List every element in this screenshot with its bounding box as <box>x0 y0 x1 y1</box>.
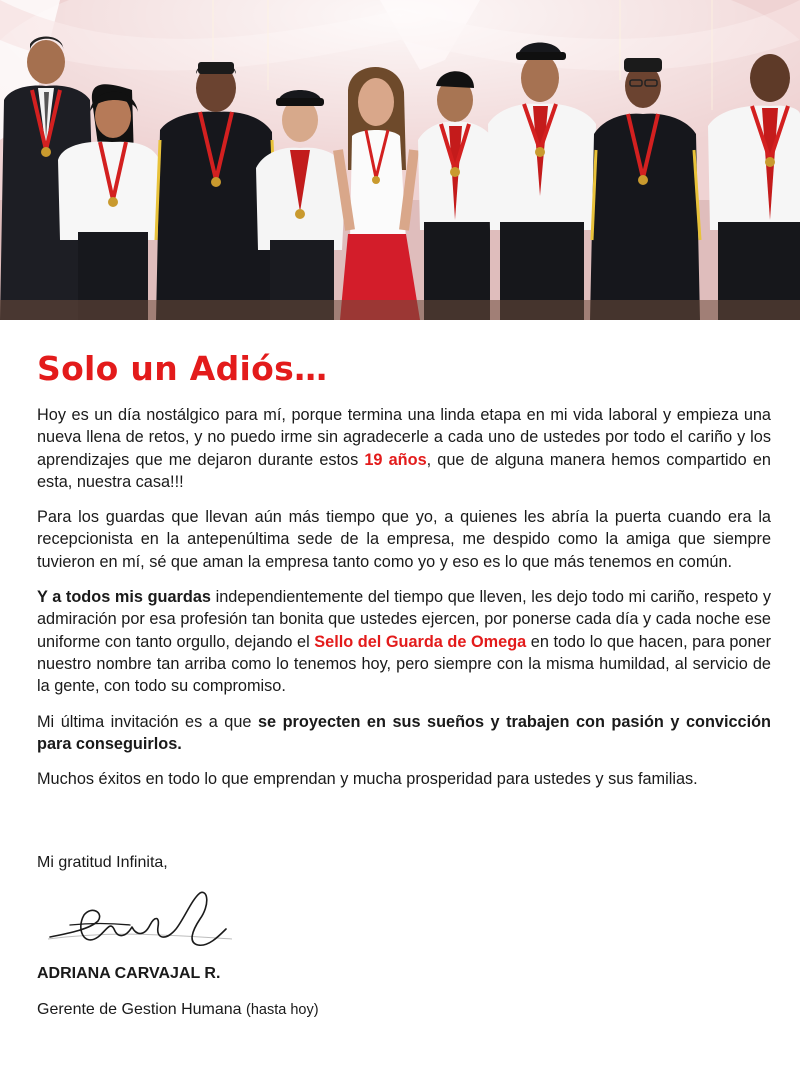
paragraph-1-part-b: , que de alguna manera hemos compartido en esta, nuestra casa!!! <box>37 450 771 491</box>
years-highlight: 19 años <box>364 450 427 469</box>
paragraph-1-part-a: Hoy es un día nostálgico para mí, porque termina una linda etapa en mi vida laboral y empieza una nueva llena de retos, y no puedo irme sin agradecerle a cada uno de ustedes por todo el cariño y los aprendizajes que me dejaron durante estos <box>37 406 771 469</box>
letter-title: Solo un Adiós… <box>37 349 328 388</box>
signer-title: Gerente de Gestion Humana <box>37 1001 242 1018</box>
group-photo <box>0 0 800 320</box>
paragraph-4-part-a: Mi última invitación es a que <box>37 712 258 731</box>
signer-role <box>37 1001 319 1019</box>
group-photo-illustration <box>0 0 800 320</box>
paragraph-2: Para los guardas que llevan aún más tiempo que yo, a quienes les abría la puerta cuando era la recepcionista en la antepenúltima sede de la empresa, me despido como la amiga que siempre tuvieron en mí, sé que aman la empresa tanto como yo y eso es lo que más tenemos en común. <box>37 508 771 571</box>
handwritten-signature <box>40 885 240 955</box>
paragraph-3-part-a: independientemente del tiempo que lleven, les dejo todo mi cariño, respeto y admiración por esa profesión tan bonita que ustedes ejercen, por ponerse cada día y cada noche ese uniforme con tanto orgullo, dejando el <box>37 588 771 651</box>
omega-seal-highlight: Sello del Guarda de Omega <box>314 632 527 651</box>
paragraph-4 <box>37 711 771 756</box>
paragraph-4-bold: se proyecten en sus sueños y trabajen con pasión y convicción para conseguirlos. <box>37 712 771 753</box>
paragraph-3-lead: Y a todos mis guardas <box>37 588 211 607</box>
paragraph-3 <box>37 586 771 697</box>
signer-note: (hasta hoy) <box>246 1002 319 1018</box>
signer-name: ADRIANA CARVAJAL R. <box>37 965 221 982</box>
paragraph-5: Muchos éxitos en todo lo que emprendan y mucha prosperidad para ustedes y sus familias. <box>37 770 698 789</box>
paragraph-3-part-b: en todo lo que hacen, para poner nuestro nombre tan arriba como lo tenemos hoy, pero siempre con la misma humildad, al servicio de la gente, con todo su compromiso. <box>37 632 771 696</box>
letter-body <box>37 404 771 803</box>
paragraph-1 <box>37 404 771 493</box>
closing-line: Mi gratitud Infinita, <box>37 854 168 871</box>
